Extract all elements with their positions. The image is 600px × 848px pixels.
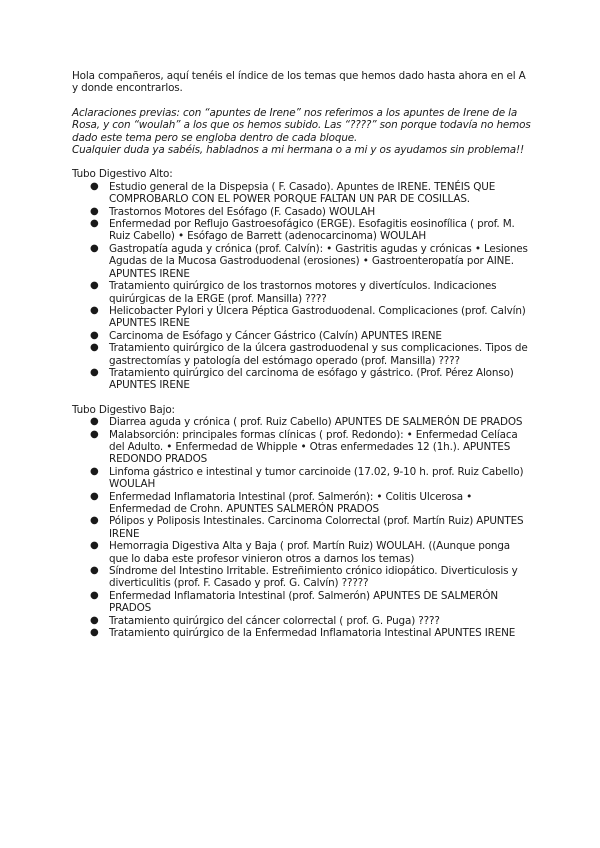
topic-list [72, 416, 532, 639]
document-page [72, 70, 532, 651]
contact-text: Cualquier duda ya sabéis, habladnos a mi hermana o a mi y os ayudamos sin problema!! [72, 144, 525, 157]
list-item-text: Tratamiento quirúrgico del carcinoma de esófago y gástrico. (Prof. Pérez Alonso) APUNTES IRENE [109, 366, 514, 392]
list-item-text: Trastornos Motores del Esófago (F. Casado) WOULAH [109, 205, 376, 218]
list-item-text: Enfermedad Inflamatoria Intestinal (prof. Salmerón) APUNTES DE SALMERÓN PRADOS [109, 589, 499, 615]
bullet-icon: ● [90, 280, 99, 292]
list-item [72, 491, 532, 516]
bullet-icon: ● [90, 428, 99, 440]
list-item [72, 429, 532, 466]
bullet-icon: ● [90, 614, 99, 626]
section-upper-digestive [72, 168, 532, 391]
bullet-icon: ● [90, 465, 99, 477]
list-item [72, 565, 532, 590]
list-item-text: Malabsorción: principales formas clínicas ( prof. Redondo): • Enfermedad Celíaca del Adulto. • Enfermedad de Whipple • Otras enfermedades 12 (1h.). APUNTES REDONDO PRADOS [109, 428, 518, 466]
list-item [72, 540, 532, 565]
list-item-text: Tratamiento quirúrgico de los trastornos motores y divertículos. Indicaciones quirúrgicas de la ERGE (prof. Mansilla) ???? [109, 280, 497, 305]
intro-greeting: Hola compañeros, aquí tenéis el índice de los temas que hemos dado hasta ahora en el A y donde encontrarlos. [72, 70, 526, 95]
list-item-text: Enfermedad por Reflujo Gastroesofágico (ERGE). Esofagitis eosinofílica ( prof. M. Ruiz Cabello) • Esófago de Barrett (adenocarcinoma) WOULAH [109, 218, 515, 243]
list-item [72, 280, 532, 305]
bullet-icon: ● [90, 490, 99, 502]
list-item [72, 416, 532, 428]
list-item [72, 243, 532, 280]
list-item-text: Carcinoma de Esófago y Cáncer Gástrico (Calvín) APUNTES IRENE [109, 329, 442, 342]
list-item [72, 181, 532, 206]
list-item [72, 615, 532, 627]
bullet-icon: ● [90, 304, 99, 316]
list-item [72, 367, 532, 392]
bullet-icon: ● [90, 540, 99, 552]
bullet-icon: ● [90, 416, 99, 428]
list-item [72, 515, 532, 540]
list-item-text: Hemorragia Digestiva Alta y Baja ( prof. Martín Ruiz) WOULAH. ((Aunque ponga que lo daba este profesor vinieron otros a darnos los temas) [109, 540, 511, 565]
bullet-icon: ● [90, 515, 99, 527]
topic-list [72, 181, 532, 392]
list-item [72, 590, 532, 615]
list-item-text: Tratamiento quirúrgico de la úlcera gastroduodenal y sus complicaciones. Tipos de gastrectomías y patología del estómago operado (prof. Mansilla) ???? [109, 342, 528, 367]
bullet-icon: ● [90, 342, 99, 354]
bullet-icon: ● [90, 205, 99, 217]
bullet-icon: ● [90, 627, 99, 639]
list-item [72, 466, 532, 491]
list-item-text: Síndrome del Intestino Irritable. Estreñimiento crónico idiopático. Diverticulosis y diverticulitis (prof. F. Casado y prof. G. Calvín) ????? [109, 565, 518, 590]
bullet-icon: ● [90, 565, 99, 577]
section-title: Tubo Digestivo Bajo: [72, 403, 175, 416]
section-title: Tubo Digestivo Alto: [72, 168, 173, 181]
bullet-icon: ● [90, 589, 99, 601]
bullet-icon: ● [90, 180, 99, 192]
list-item [72, 305, 532, 330]
list-item-text: Tratamiento quirúrgico de la Enfermedad Inflamatoria Intestinal APUNTES IRENE [109, 627, 516, 640]
list-item-text: Linfoma gástrico e intestinal y tumor carcinoide (17.02, 9-10 h. prof. Ruiz Cabello) WOULAH [109, 465, 524, 491]
section-lower-digestive [72, 404, 532, 640]
list-item [72, 330, 532, 342]
list-item-text: Estudio general de la Dispepsia ( F. Casado). Apuntes de IRENE. TENÉIS QUE COMPROBARLO CON EL POWER PORQUE FALTAN UN PAR DE COSILLAS. [109, 180, 496, 206]
list-item-text: Diarrea aguda y crónica ( prof. Ruiz Cabello) APUNTES DE SALMERÓN DE PRADOS [109, 416, 523, 429]
bullet-icon: ● [90, 366, 99, 378]
list-item-text: Gastropatía aguda y crónica (prof. Calvín): • Gastritis agudas y crónicas • Lesiones Agudas de la Mucosa Gastroduodenal (erosiones) • Gastroenteropatía por AINE. APUNTES IRENE [109, 242, 528, 280]
list-item-text: Pólipos y Poliposis Intestinales. Carcinoma Colorrectal (prof. Martín Ruiz) APUNTES IRENE [109, 515, 524, 540]
list-item-text: Tratamiento quirúrgico del cáncer colorrectal ( prof. G. Puga) ???? [109, 614, 440, 627]
bullet-icon: ● [90, 218, 99, 230]
clarifications-text: Aclaraciones previas: con “apuntes de Irene” nos referimos a los apuntes de Irene de la Rosa, y con “woulah” a los que os hemos subido. Las “????” son porque todavía no hemos dado este tema pero se engloba dentro de cada bloque. [72, 106, 531, 144]
list-item [72, 218, 532, 243]
list-item-text: Helicobacter Pylori y Úlcera Péptica Gastroduodenal. Complicaciones (prof. Calvín) APUNTES IRENE [109, 304, 526, 330]
list-item [72, 342, 532, 367]
list-item-text: Enfermedad Inflamatoria Intestinal (prof. Salmerón): • Colitis Ulcerosa • Enfermedad de Crohn. APUNTES SALMERÓN PRADOS [109, 490, 473, 515]
list-item [72, 206, 532, 218]
list-item [72, 627, 532, 639]
bullet-icon: ● [90, 329, 99, 341]
bullet-icon: ● [90, 242, 99, 254]
intro-clarifications [72, 107, 532, 157]
